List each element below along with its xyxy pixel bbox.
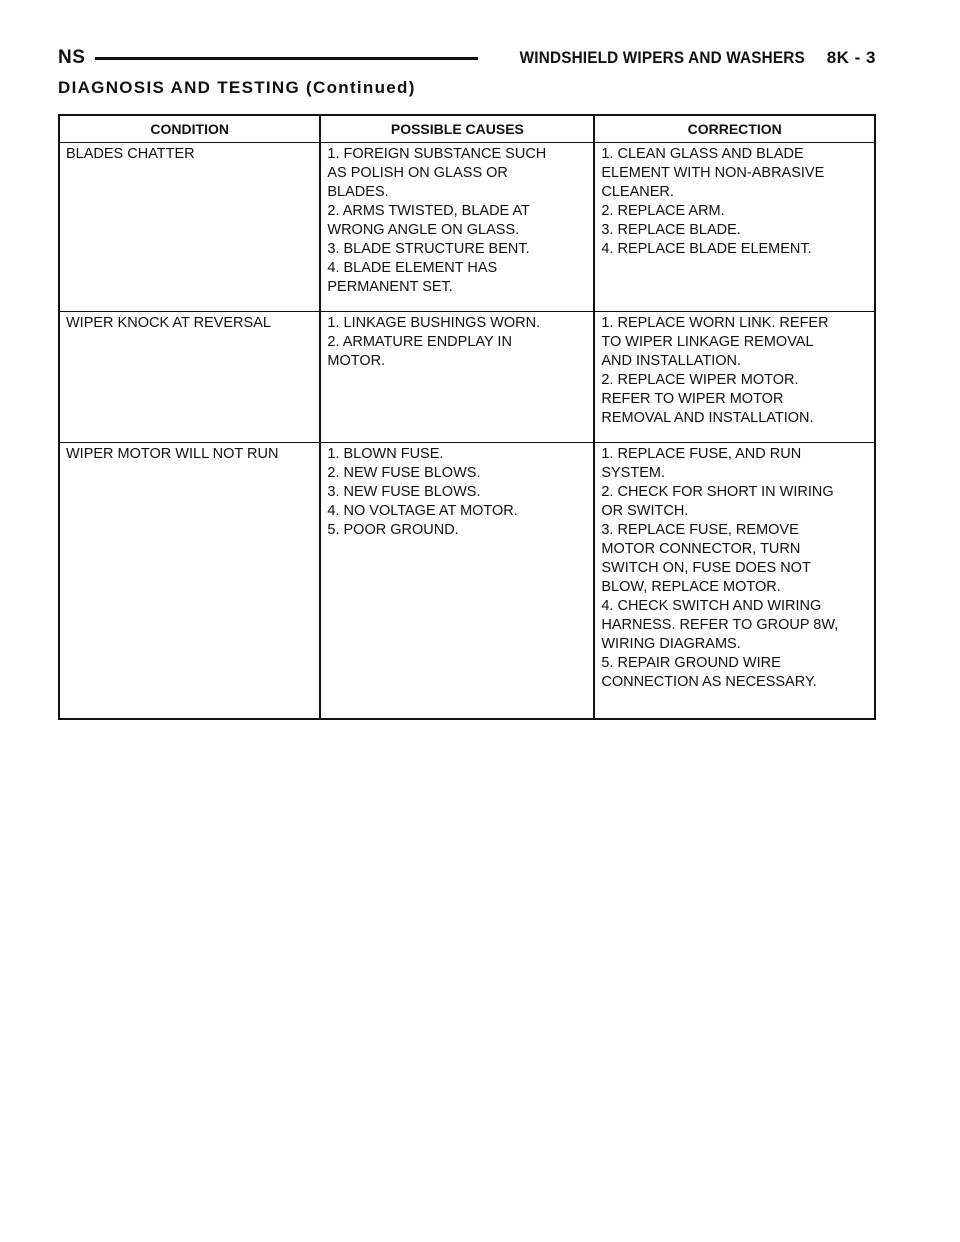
cell-line: ELEMENT WITH NON-ABRASIVE — [601, 165, 825, 181]
cell-line: WIPER MOTOR WILL NOT RUN — [66, 446, 279, 462]
cell-line: 5. POOR GROUND. — [327, 522, 459, 538]
table-body — [59, 143, 875, 720]
header-title: WINDSHIELD WIPERS AND WASHERS — [519, 48, 805, 67]
cell-line: CONNECTION AS NECESSARY. — [601, 674, 817, 690]
cell-line: 2. CHECK FOR SHORT IN WIRING — [601, 484, 834, 500]
cell-line: AND INSTALLATION. — [601, 353, 742, 369]
cell-line: REFER TO WIPER MOTOR — [601, 391, 784, 407]
cell-line: CLEANER. — [601, 184, 674, 200]
possible-causes-cell — [320, 443, 594, 720]
cell-line: 4. BLADE ELEMENT HAS — [327, 260, 498, 276]
correction-cell — [594, 443, 875, 720]
cell-line: 4. NO VOLTAGE AT MOTOR. — [327, 503, 518, 519]
cell-line: BLADES CHATTER — [66, 146, 195, 162]
cell-line: 3. REPLACE FUSE, REMOVE — [601, 522, 799, 538]
table-row — [59, 312, 875, 443]
cell-line: WRONG ANGLE ON GLASS. — [327, 222, 520, 238]
header-rule — [95, 57, 477, 60]
diagnosis-table — [58, 114, 876, 720]
cell-line: TO WIPER LINKAGE REMOVAL — [601, 334, 814, 350]
cell-line: 2. ARMS TWISTED, BLADE AT — [327, 203, 530, 219]
section-title: DIAGNOSIS AND TESTING (Continued) — [58, 78, 416, 97]
cell-line: 1. REPLACE FUSE, AND RUN — [601, 446, 802, 462]
cell-line: 5. REPAIR GROUND WIRE — [601, 655, 781, 671]
column-header-possible-causes: POSSIBLE CAUSES — [320, 115, 594, 143]
cell-line: 2. NEW FUSE BLOWS. — [327, 465, 481, 481]
cell-line: 1. BLOWN FUSE. — [327, 446, 444, 462]
table-row — [59, 443, 875, 720]
cell-line: BLADES. — [327, 184, 389, 200]
cell-line: WIPER KNOCK AT REVERSAL — [66, 315, 271, 331]
cell-line: BLOW, REPLACE MOTOR. — [601, 579, 781, 595]
cell-line: MOTOR CONNECTOR, TURN — [601, 541, 801, 557]
condition-cell — [59, 143, 320, 312]
cell-line: 3. REPLACE BLADE. — [601, 222, 741, 238]
condition-cell — [59, 312, 320, 443]
cell-line: WIRING DIAGRAMS. — [601, 636, 741, 652]
table-row — [59, 143, 875, 312]
possible-causes-cell — [320, 312, 594, 443]
cell-line: 4. CHECK SWITCH AND WIRING — [601, 598, 822, 614]
cell-line: MOTOR. — [327, 353, 386, 369]
cell-line: 2. REPLACE ARM. — [601, 203, 725, 219]
cell-line: 1. REPLACE WORN LINK. REFER — [601, 315, 829, 331]
cell-line: 1. CLEAN GLASS AND BLADE — [601, 146, 804, 162]
cell-line: AS POLISH ON GLASS OR — [327, 165, 508, 181]
correction-cell — [594, 312, 875, 443]
cell-line: 3. NEW FUSE BLOWS. — [327, 484, 481, 500]
cell-line: OR SWITCH. — [601, 503, 689, 519]
cell-line: 2. REPLACE WIPER MOTOR. — [601, 372, 799, 388]
condition-cell — [59, 443, 320, 720]
column-header-condition: CONDITION — [59, 115, 320, 143]
header-model-code: NS — [58, 47, 86, 68]
header-page-number: 8K - 3 — [826, 48, 876, 67]
cell-line: PERMANENT SET. — [327, 279, 453, 295]
page-header — [58, 44, 876, 72]
cell-line: SWITCH ON, FUSE DOES NOT — [601, 560, 811, 576]
column-header-correction: CORRECTION — [594, 115, 875, 143]
correction-cell — [594, 143, 875, 312]
cell-line: HARNESS. REFER TO GROUP 8W, — [601, 617, 839, 633]
table-header-row — [59, 115, 875, 143]
cell-line: 2. ARMATURE ENDPLAY IN — [327, 334, 512, 350]
cell-line: 3. BLADE STRUCTURE BENT. — [327, 241, 530, 257]
cell-line: 1. FOREIGN SUBSTANCE SUCH — [327, 146, 547, 162]
possible-causes-cell — [320, 143, 594, 312]
cell-line: 4. REPLACE BLADE ELEMENT. — [601, 241, 812, 257]
cell-line: SYSTEM. — [601, 465, 666, 481]
cell-line: REMOVAL AND INSTALLATION. — [601, 410, 814, 426]
cell-line: 1. LINKAGE BUSHINGS WORN. — [327, 315, 541, 331]
